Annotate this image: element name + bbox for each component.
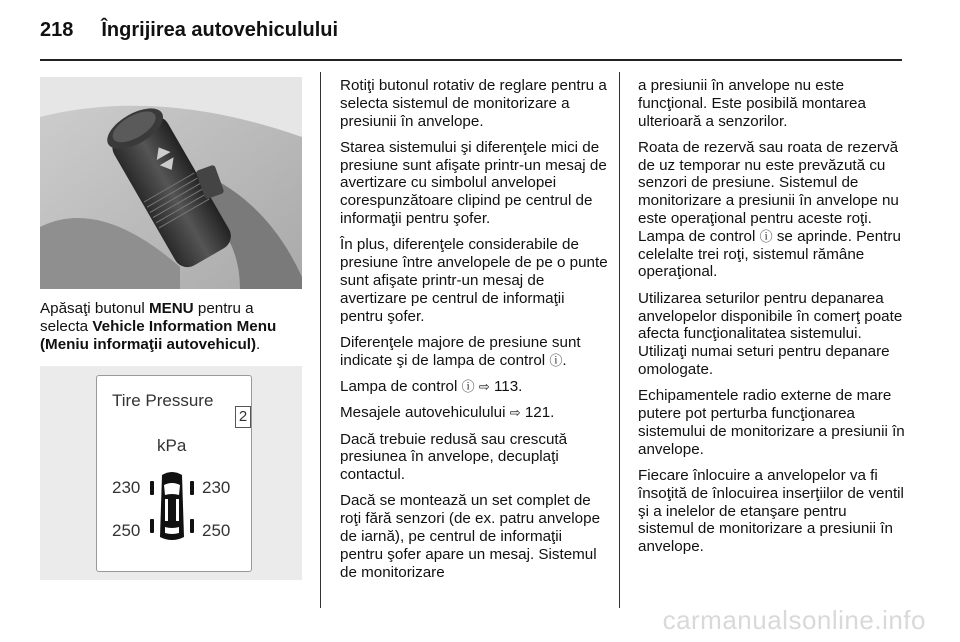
column-divider-1 [320,72,321,608]
paragraph-text: . [562,351,567,369]
figure-caption [40,300,305,353]
paragraph-text: Roata de rezervă sau roata de rezervă de uz temporar nu este prevăzută cu senzori de presiune. Sistemul de monitorizare a presiunii în anvelope nu este operaţional pentru aceste roţi. Lampa de control [638,138,899,245]
paragraph [340,334,608,370]
chapter-title: Îngrijirea autovehiculului [101,18,339,41]
paragraph-text: Diferenţele majore de presiune sunt indicate şi de lampa de control [340,333,581,369]
display-unit: kPa [157,436,187,455]
paragraph-text: se aprinde. Pentru celelalte trei roţi, sistemul rămâne operaţional. [638,227,901,281]
tpms-warning-icon: ⓘ [461,378,475,394]
front-right-pressure: 230 [202,478,231,497]
page-reference-arrow-icon: ⇨ [478,378,490,394]
page-reference-arrow-icon: ⇨ [509,405,521,421]
text-column-3 [638,77,906,564]
paragraph-text: Mesajele autovehiculului [340,404,510,422]
page-header [40,12,338,48]
tire-pressure-display-figure [40,366,302,580]
stalk-control-photo [40,77,302,289]
paragraph [638,139,906,281]
paragraph: Echipamentele radio externe de mare putere pot perturba funcţionarea sistemului de monitorizare a presiunii în anvelope. [638,387,905,458]
watermark: carmanualsonline.info [662,605,926,635]
paragraph: a presiunii în anvelope nu este funcţional. Este posibilă montarea ulterioară a senzorilor. [638,77,866,130]
paragraph: Starea sistemului şi diferenţele mici de presiune sunt afişate printr-un mesaj de avertizare cu simbolul anvelopei corespunzătoare clipind pe centrul de informaţii pentru şofer. [340,138,607,228]
page-reference[interactable]: 113. [493,377,523,395]
tpms-warning-icon: ⓘ [759,228,773,244]
paragraph: Rotiţi butonul rotativ de reglare pentru a selecta sistemul de monitorizare a presiunii în anvelope. [340,77,607,130]
paragraph: Dacă trebuie redusă sau crescută presiunea în anvelope, decuplaţi contactul. [340,430,568,484]
tpms-warning-icon: ⓘ [549,352,563,368]
car-top-view-icon [150,471,194,543]
rear-right-pressure: 250 [202,521,231,540]
column-divider-2 [619,72,620,608]
caption-text: Apăsaţi butonul [40,300,149,317]
text-column-2 [340,77,608,590]
paragraph: În plus, diferenţele considerabile de presiune între anvelopele de pe o punte sunt afişate printr-un mesaj de avertizare pe centrul de informaţii pentru şofer. [340,236,608,325]
paragraph: Fiecare înlocuire a anvelopelor va fi însoţită de înlocuirea inserţiilor de ventil şi a inelelor de etanşare pentru sistemul de monitorizare a presiunii în anvelope. [638,466,904,556]
caption-text: . [256,335,261,353]
rear-left-pressure: 250 [112,521,141,540]
front-left-pressure: 230 [112,478,141,497]
paragraph-text: Lampa de control [340,377,462,395]
display-title: Tire Pressure [112,391,214,410]
menu-button-label: MENU [148,300,194,317]
page-number: 218 [40,18,74,41]
paragraph [340,404,608,422]
caption-text: pentru a selecta [40,300,254,335]
menu-name: Vehicle Information Menu (Meniu informaţii autovehicul) [40,317,277,353]
paragraph: Dacă se montează un set complet de roţi fără senzori (de ex. patru anvelope de iarnă), pe centrul de informaţii pentru şofer apare un mesaj. Sistemul de monitorizare [340,492,601,581]
header-rule [40,59,902,61]
paragraph [340,378,608,396]
page-reference[interactable]: 121. [524,404,555,422]
paragraph: Utilizarea seturilor pentru depanarea anvelopelor disponibile în comerţ poate afecta funcţionalitatea sistemului. Utilizaţi numai seturi pentru depanare omologate. [638,289,903,378]
display-page-badge: 2 [235,406,251,428]
